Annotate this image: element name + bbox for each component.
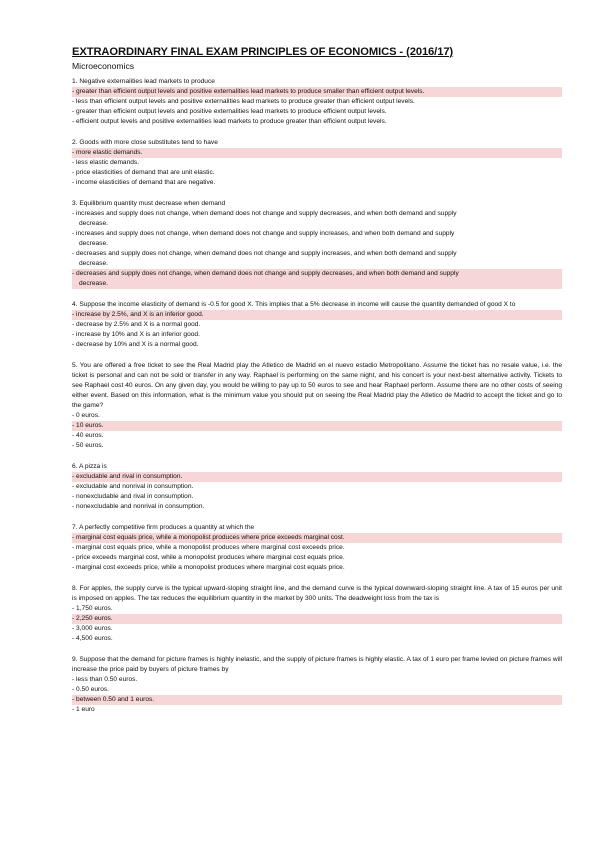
answer-option-highlighted (72, 533, 562, 543)
answer-option-text: - less elastic demands. (72, 159, 140, 166)
answer-option (72, 117, 562, 127)
answer-option-text: - income elasticities of demand that are negative. (72, 179, 216, 186)
answer-option-continuation: decrease. (79, 260, 108, 267)
answer-option-highlighted (72, 421, 562, 431)
answer-option-text: - marginal cost exceeds price, while a monopolist produces where marginal cost equals price. (72, 564, 345, 571)
answer-option (72, 168, 562, 178)
answer-option-text: - 4,500 euros. (72, 635, 113, 642)
answer-option-highlighted (72, 614, 562, 624)
exam-page (72, 45, 562, 715)
answer-option-text: - decrease by 10% and X is a normal good. (72, 341, 199, 348)
answer-option-text: - between 0.50 and 1 euros. (72, 696, 155, 703)
question-text: 3. Equilibrium quantity must decrease when demand (72, 200, 226, 207)
answer-option (72, 340, 562, 350)
section-subtitle: Microeconomics (72, 61, 135, 71)
answer-option-text: - 2,250 euros. (72, 615, 113, 622)
answer-option (72, 634, 562, 644)
answer-option (72, 158, 562, 168)
answer-option (72, 685, 562, 695)
question-text: 4. Suppose the income elasticity of demand is -0.5 for good X. This implies that a 5% decrease in income will cause the quantity demanded of good X to (72, 301, 516, 308)
answer-option-text: - less than efficient output levels and positive externalities lead markets to produce greater than efficient output levels. (72, 98, 415, 105)
answer-option (72, 330, 562, 340)
answer-option (72, 178, 562, 188)
answer-option-highlighted (72, 269, 562, 289)
answer-option-text: - 40 euros. (72, 432, 104, 439)
answer-option (72, 675, 562, 685)
answer-option-text: - less than 0.50 euros. (72, 676, 138, 683)
question-block (72, 523, 562, 573)
answer-option-text: - excludable and rival in consumption. (72, 473, 183, 480)
question-text: 5. You are offered a free ticket to see the Real Madrid play the Atletico de Madrid en el nuevo estadio Metropolitano. Assume the ticket has no resale value, i.e. the ticket is personal and can not be sold or transfer in any way. Raphael is performing on the same night, and his concert is your next-best alternative activity. Tickets to see Raphael cost 40 euros. On any given day, you would be willing to pay up to 50 euros to see and hear Raphael perform. Assume there are no other costs of seeing either event. Based on this information, what is the minimum value you should put on seeing the Real Madrid play the Atletico de Madrid to accept the ticket and go to the game? (72, 362, 562, 409)
question-text: 8. For apples, the supply curve is the typical upward-sloping straight line, and the demand curve is the typical downward-sloping straight line. A tax of 15 euros per unit is imposed on apples. The tax reduces the equilibrium quantity in the market by 300 units. The deadweight loss from the tax is (72, 585, 562, 602)
answer-option (72, 604, 562, 614)
answer-option (72, 502, 562, 512)
answer-option (72, 229, 562, 249)
answer-option-text: - 0.50 euros. (72, 686, 110, 693)
answer-option-text: - increases and supply does not change, when demand does not change and supply decreases, and when both demand and supply (72, 210, 457, 217)
answer-option-highlighted (72, 148, 562, 158)
answer-option (72, 492, 562, 502)
answer-option (72, 107, 562, 117)
answer-option (72, 431, 562, 441)
answer-option-text: - 1 euro (72, 706, 95, 713)
answer-option-text: - increases and supply does not change, when demand does not change and supply increases, and when both demand and supply (72, 230, 455, 237)
answer-option-text: - marginal cost equals price, while a monopolist produces where marginal cost exceeds price. (72, 544, 345, 551)
answer-option-continuation: decrease. (79, 280, 108, 287)
question-text: 9. Suppose that the demand for picture frames is highly inelastic, and the supply of picture frames is highly elastic. A tax of 1 euro per frame levied on picture frames will increase the price paid by buyers of picture frames by (72, 656, 562, 673)
answer-option-text: - nonexcludable and rival in consumption. (72, 493, 194, 500)
answer-option (72, 482, 562, 492)
question-text: 1. Negative externalities lead markets to produce (72, 78, 215, 85)
answer-option (72, 553, 562, 563)
question-list (72, 77, 562, 715)
answer-option-text: - greater than efficient output levels and positive externalities lead markets to produce efficient output levels. (72, 108, 387, 115)
answer-option-text: - 50 euros. (72, 442, 104, 449)
answer-option (72, 249, 562, 269)
question-text: 2. Goods with more close substitutes tend to have (72, 139, 218, 146)
answer-option (72, 441, 562, 451)
question-block (72, 300, 562, 350)
answer-option-text: - decreases and supply does not change, when demand does not change and supply decreases, and when both demand and supply (72, 270, 459, 277)
answer-option-text: - nonexcludable and nonrival in consumption. (72, 503, 205, 510)
answer-option-text: - marginal cost equals price, while a monopolist produces where price exceeds marginal cost. (72, 534, 345, 541)
question-block (72, 462, 562, 512)
question-block (72, 77, 562, 127)
answer-option-text: - 0 euros. (72, 412, 100, 419)
answer-option-highlighted (72, 472, 562, 482)
question-text: 6. A pizza is (72, 463, 107, 470)
answer-option-text: - decrease by 2.5% and X is a normal good. (72, 321, 201, 328)
answer-option (72, 624, 562, 634)
answer-option-text: - 10 euros. (72, 422, 104, 429)
question-block (72, 199, 562, 289)
answer-option (72, 209, 562, 229)
answer-option-text: - price exceeds marginal cost, while a monopolist produces where marginal cost equals price. (72, 554, 345, 561)
question-block (72, 138, 562, 188)
answer-option-text: - price elasticities of demand that are unit elastic. (72, 169, 215, 176)
question-block (72, 361, 562, 451)
answer-option (72, 411, 562, 421)
answer-option-text: - efficient output levels and positive externalities lead markets to produce greater than efficient output levels. (72, 118, 387, 125)
page-title: EXTRAORDINARY FINAL EXAM PRINCIPLES OF ECONOMICS - (2016/17) (72, 46, 454, 58)
answer-option (72, 543, 562, 553)
question-block (72, 584, 562, 644)
answer-option-text: - 1,750 euros. (72, 605, 113, 612)
answer-option-continuation: decrease. (79, 240, 108, 247)
answer-option-text: - decreases and supply does not change, when demand does not change and supply increases, and when both demand and supply (72, 250, 457, 257)
answer-option-text: - more elastic demands. (72, 149, 143, 156)
answer-option-highlighted (72, 695, 562, 705)
answer-option-highlighted (72, 310, 562, 320)
answer-option-continuation: decrease. (79, 220, 108, 227)
answer-option (72, 320, 562, 330)
answer-option-text: - greater than efficient output levels and positive externalities lead markets to produce smaller than efficient output levels. (72, 88, 425, 95)
answer-option (72, 563, 562, 573)
answer-option (72, 97, 562, 107)
answer-option-text: - 3,000 euros. (72, 625, 113, 632)
answer-option-text: - excludable and nonrival in consumption. (72, 483, 194, 490)
answer-option (72, 705, 562, 715)
question-text: 7. A perfectly competitive firm produces a quantity at which the (72, 524, 255, 531)
answer-option-text: - increase by 2.5%, and X is an inferior good. (72, 311, 204, 318)
question-block (72, 655, 562, 715)
answer-option-text: - increase by 10% and X is an inferior good. (72, 331, 200, 338)
answer-option-highlighted (72, 87, 562, 97)
